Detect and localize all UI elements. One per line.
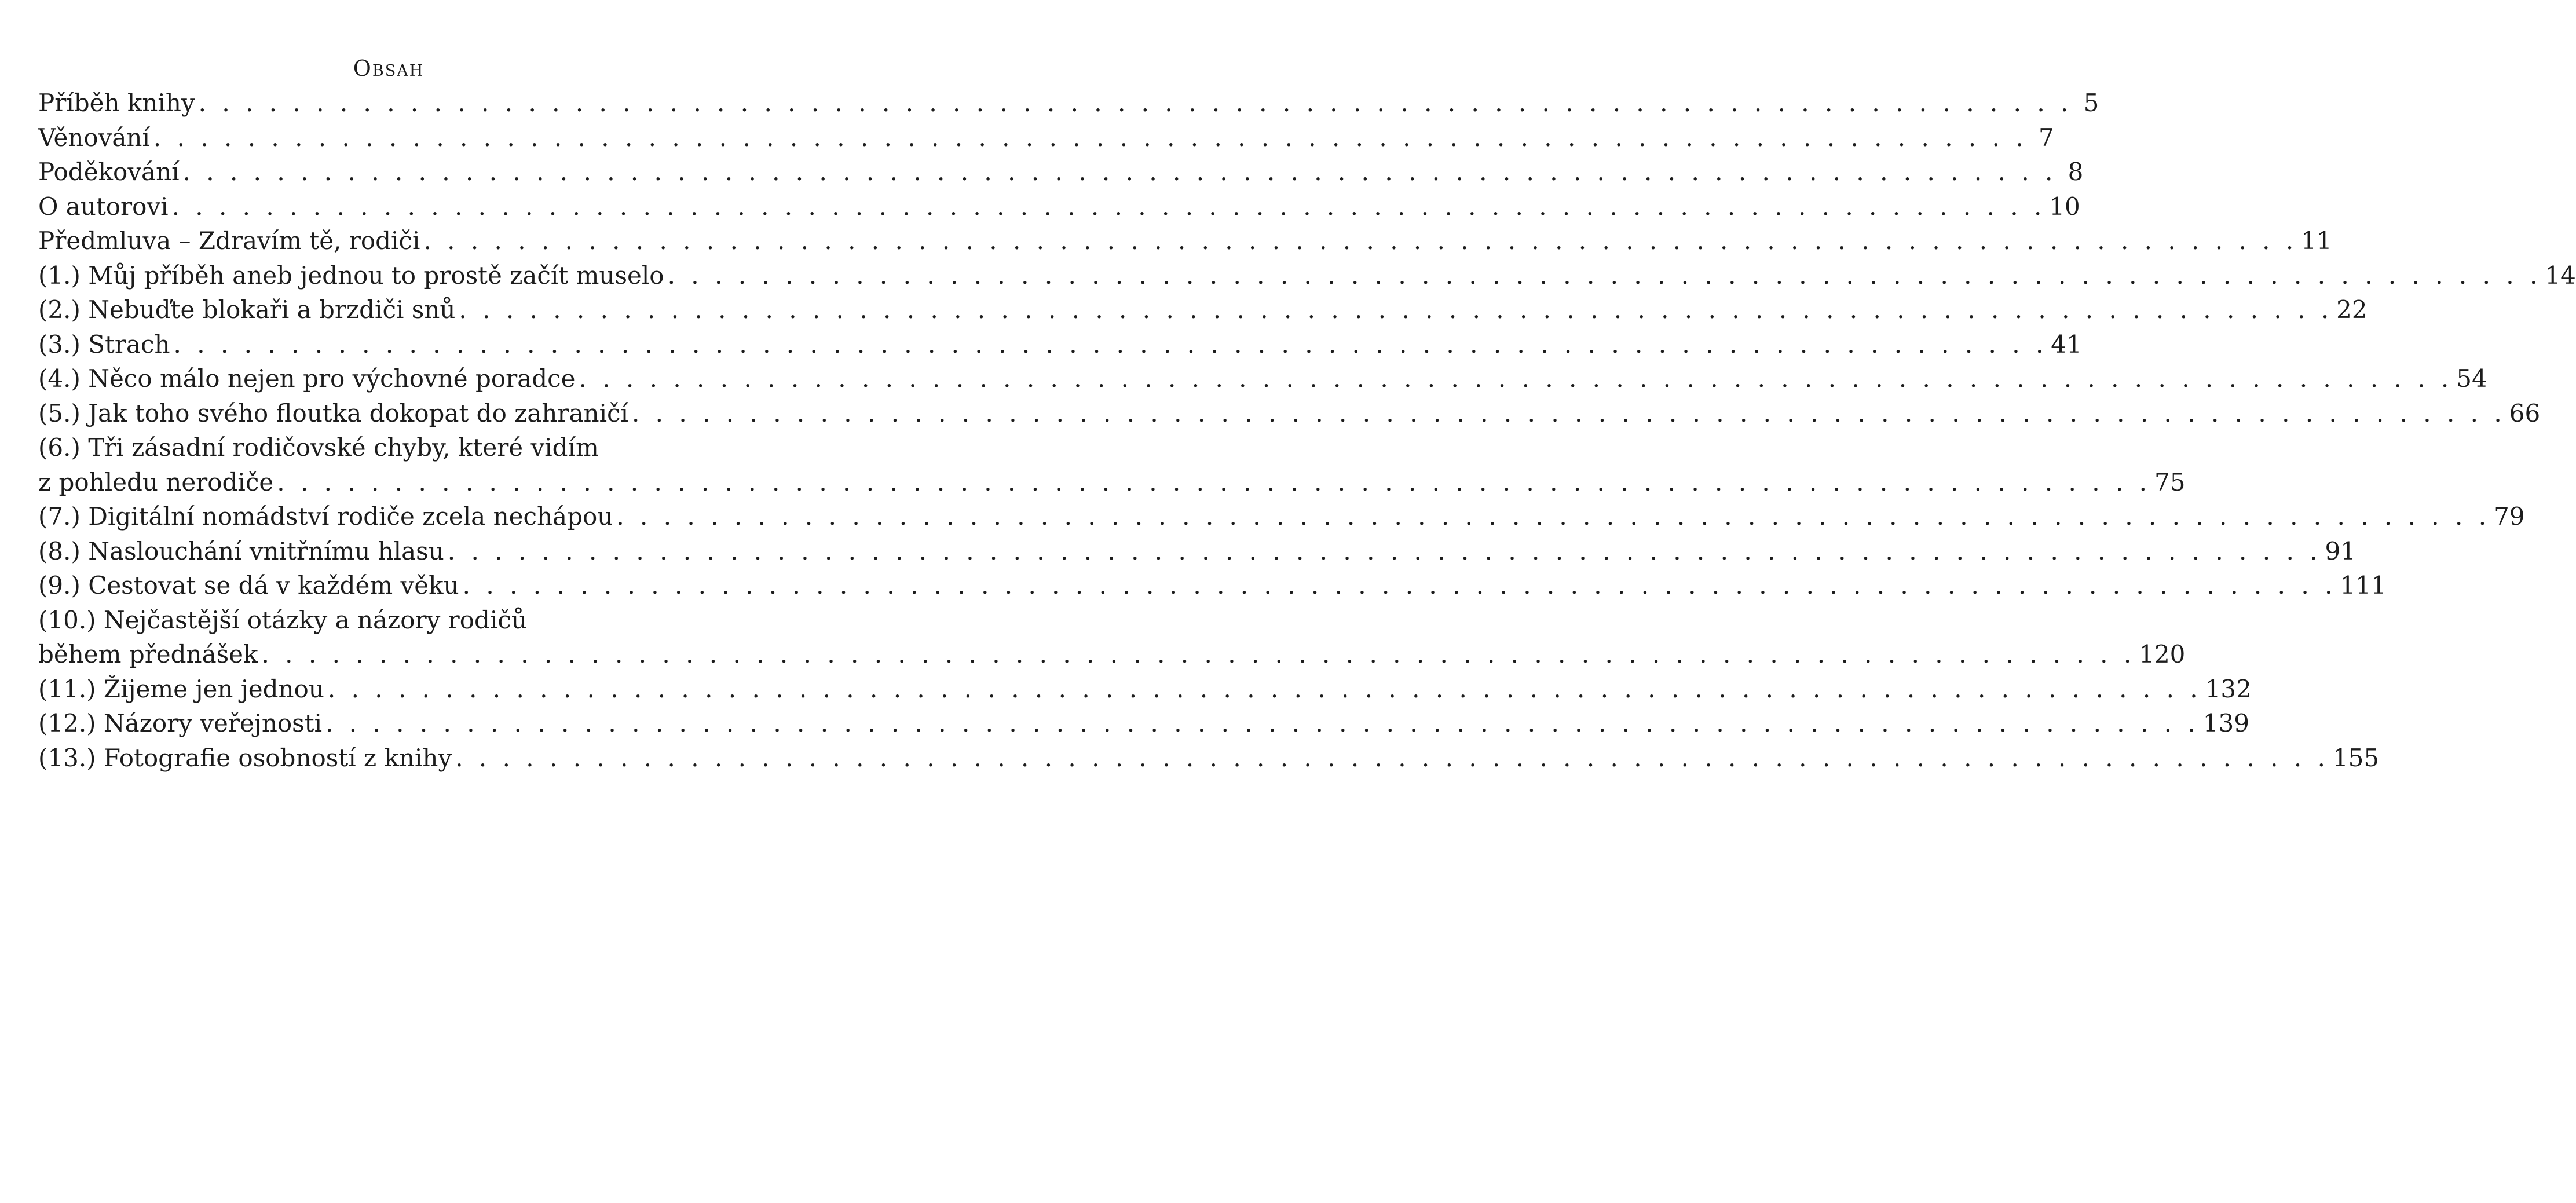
toc-entry-title: (7.) Digitální nomádství rodiče zcela nechápou: [38, 502, 613, 531]
toc-entry-title: O autorovi: [38, 192, 169, 221]
toc-entry-title: Poděkování: [38, 158, 180, 186]
toc-entry-title: (10.) Nejčastější otázky a názory rodičů: [38, 605, 527, 634]
toc-page-number: 5: [2083, 89, 2099, 117]
toc-entry-line: [38, 361, 2487, 396]
dot-leader: . . . . . . . . . . . . . . . . . . . . . . . . . . . . . . . . . . . . . . . . . . . . . . . . . . . . . . . . . . . . . . . . . . . . . . . . . . . . . . . .: [459, 295, 2333, 324]
toc-entry-line: [38, 672, 2252, 707]
toc-entry: [38, 603, 2186, 672]
toc-entry-line: [38, 465, 2186, 500]
toc-page-number: 14: [2545, 261, 2576, 290]
toc-entry-first-line: [38, 603, 725, 638]
toc-page-number: 54: [2456, 364, 2487, 393]
toc-page-number: 120: [2139, 640, 2186, 668]
toc-entry: [38, 155, 2084, 189]
dot-leader: . . . . . . . . . . . . . . . . . . . . . . . . . . . . . . . . . . . . . . . . . . . . . . . . . . . . . . . . . . . . . . . . . . . . . . . . . . . . . . . .: [261, 640, 2136, 668]
dot-leader: . . . . . . . . . . . . . . . . . . . . . . . . . . . . . . . . . . . . . . . . . . . . . . . . . . . . . . . . . . . . . . . . . . . . . . . . . . . . . . . .: [198, 89, 2073, 117]
toc-entry-line: [38, 637, 2186, 672]
toc-entry: [38, 120, 2054, 155]
toc-entry: [38, 741, 2380, 776]
dot-leader: . . . . . . . . . . . . . . . . . . . . . . . . . . . . . . . . . . . . . . . . . . . . . . . . . . . . . . . . . . . . . . . . . . . . . . . . . . . . . . . .: [153, 123, 2028, 152]
toc-page-number: 11: [2301, 226, 2332, 255]
toc-entry-title: Věnování: [38, 123, 150, 152]
toc-page-number: 111: [2340, 571, 2387, 599]
toc-entry-line: [38, 534, 2356, 569]
toc-entry: [38, 499, 2525, 534]
toc-entry: [38, 292, 2368, 327]
toc-entry-title: (2.) Nebuďte blokaři a brzdiči snů: [38, 295, 456, 324]
dot-leader: . . . . . . . . . . . . . . . . . . . . . . . . . . . . . . . . . . . . . . . . . . . . . . . . . . . . . . . . . . . . . . . . . . . . . . . . . . . . . . . .: [447, 536, 2322, 565]
toc-entry-line: [38, 568, 2387, 603]
toc-entry-title: Příběh knihy: [38, 89, 195, 117]
toc-entry-line: [38, 155, 2084, 189]
toc-entry: [38, 86, 2099, 120]
dot-leader: . . . . . . . . . . . . . . . . . . . . . . . . . . . . . . . . . . . . . . . . . . . . . . . . . . . . . . . . . . . . . . . . . . . . . . . . . . . . . . . .: [631, 398, 2506, 427]
toc-entry-line: [38, 396, 2541, 431]
toc-entry-line: [38, 86, 2099, 120]
toc-entry: [38, 189, 2080, 224]
toc-page-number: 75: [2154, 467, 2186, 496]
toc-entry-title: (9.) Cestovat se dá v každém věku: [38, 571, 459, 599]
toc-entry: [38, 672, 2252, 707]
toc-entry-line: [38, 120, 2054, 155]
toc-entry-line: [38, 258, 2576, 293]
toc-page-number: 8: [2068, 158, 2084, 186]
toc-entry-title: (3.) Strach: [38, 330, 170, 359]
dot-leader: . . . . . . . . . . . . . . . . . . . . . . . . . . . . . . . . . . . . . . . . . . . . . . . . . . . . . . . . . . . . . . . . . . . . . . . . . . . . . . . .: [423, 226, 2298, 255]
toc-entry-title: Předmluva – Zdravím tě, rodiči: [38, 226, 420, 255]
toc-entry-title: (4.) Něco málo nejen pro výchovné poradce: [38, 364, 576, 393]
toc-entry: [38, 568, 2387, 603]
toc-entry: [38, 258, 2576, 293]
dot-leader: . . . . . . . . . . . . . . . . . . . . . . . . . . . . . . . . . . . . . . . . . . . . . . . . . . . . . . . . . . . . . . . . . . . . . . . . . . . . . . . .: [277, 467, 2151, 496]
toc-entry-line: [38, 499, 2525, 534]
toc-entry: [38, 396, 2541, 431]
toc-entry-title: (5.) Jak toho svého floutka dokopat do zahraničí: [38, 398, 628, 427]
toc-page-number: 139: [2202, 709, 2249, 737]
toc-page-number: 79: [2494, 502, 2525, 531]
toc-entry-title: (1.) Můj příběh aneb jednou to prostě začít muselo: [38, 261, 664, 290]
toc-entry-line: [38, 327, 2082, 362]
toc-page-number: 7: [2038, 123, 2054, 152]
page-title: Obsah: [353, 56, 425, 81]
toc-page-number: 155: [2332, 743, 2380, 772]
table-of-contents: [38, 86, 2576, 775]
toc-entry: [38, 430, 2186, 499]
toc-entry-title-continuation: z pohledu nerodiče: [38, 467, 274, 496]
toc-entry: [38, 224, 2332, 258]
toc-entry-line: [38, 706, 2249, 741]
toc-page-number: 66: [2509, 398, 2541, 427]
dot-leader: . . . . . . . . . . . . . . . . . . . . . . . . . . . . . . . . . . . . . . . . . . . . . . . . . . . . . . . . . . . . . . . . . . . . . . . . . . . . . . . .: [667, 261, 2542, 290]
dot-leader: . . . . . . . . . . . . . . . . . . . . . . . . . . . . . . . . . . . . . . . . . . . . . . . . . . . . . . . . . . . . . . . . . . . . . . . . . . . . . . . .: [171, 192, 2046, 221]
toc-entry-line: [38, 741, 2380, 776]
dot-leader: . . . . . . . . . . . . . . . . . . . . . . . . . . . . . . . . . . . . . . . . . . . . . . . . . . . . . . . . . . . . . . . . . . . . . . . . . . . . . . . .: [182, 158, 2057, 186]
dot-leader: . . . . . . . . . . . . . . . . . . . . . . . . . . . . . . . . . . . . . . . . . . . . . . . . . . . . . . . . . . . . . . . . . . . . . . . . . . . . . . . .: [579, 364, 2453, 393]
toc-entry-title: (11.) Žijeme jen jednou: [38, 674, 324, 703]
toc-entry-line: [38, 189, 2080, 224]
toc-entry-title: (8.) Naslouchání vnitřnímu hlasu: [38, 536, 444, 565]
toc-page-number: 91: [2325, 536, 2356, 565]
toc-page-number: 22: [2336, 295, 2368, 324]
dot-leader: . . . . . . . . . . . . . . . . . . . . . . . . . . . . . . . . . . . . . . . . . . . . . . . . . . . . . . . . . . . . . . . . . . . . . . . . . . . . . . . .: [616, 502, 2491, 531]
dot-leader: . . . . . . . . . . . . . . . . . . . . . . . . . . . . . . . . . . . . . . . . . . . . . . . . . . . . . . . . . . . . . . . . . . . . . . . . . . . . . . . .: [455, 743, 2329, 772]
toc-page-number: 41: [2051, 330, 2082, 359]
dot-leader: . . . . . . . . . . . . . . . . . . . . . . . . . . . . . . . . . . . . . . . . . . . . . . . . . . . . . . . . . . . . . . . . . . . . . . . . . . . . . . . .: [462, 571, 2337, 599]
dot-leader: . . . . . . . . . . . . . . . . . . . . . . . . . . . . . . . . . . . . . . . . . . . . . . . . . . . . . . . . . . . . . . . . . . . . . . . . . . . . . . . .: [325, 709, 2200, 737]
toc-entry-first-line: [38, 430, 725, 465]
toc-entry: [38, 361, 2487, 396]
toc-entry-line: [38, 224, 2332, 258]
toc-entry: [38, 327, 2082, 362]
toc-page-number: 132: [2205, 674, 2252, 703]
toc-entry: [38, 706, 2249, 741]
dot-leader: . . . . . . . . . . . . . . . . . . . . . . . . . . . . . . . . . . . . . . . . . . . . . . . . . . . . . . . . . . . . . . . . . . . . . . . . . . . . . . . .: [173, 330, 2048, 359]
toc-entry-line: [38, 292, 2368, 327]
toc-entry-title: (6.) Tři zásadní rodičovské chyby, které vidím: [38, 433, 599, 462]
toc-entry-title: (12.) Názory veřejnosti: [38, 709, 323, 737]
toc-entry: [38, 534, 2356, 569]
toc-page-number: 10: [2049, 192, 2080, 221]
dot-leader: . . . . . . . . . . . . . . . . . . . . . . . . . . . . . . . . . . . . . . . . . . . . . . . . . . . . . . . . . . . . . . . . . . . . . . . . . . . . . . . .: [327, 674, 2202, 703]
toc-entry-title: (13.) Fotografie osobností z knihy: [38, 743, 452, 772]
toc-entry-title-continuation: během přednášek: [38, 640, 258, 668]
